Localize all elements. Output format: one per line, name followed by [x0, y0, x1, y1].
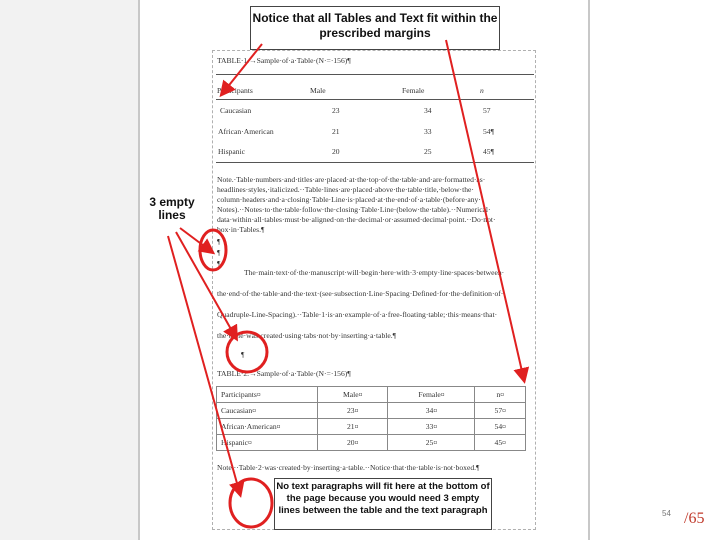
table2-cell: n¤: [475, 387, 526, 403]
table1-row-male: 20: [332, 147, 340, 156]
empty-line-mark: ¶: [217, 259, 221, 268]
table1-row-label: Caucasian: [220, 106, 252, 115]
empty-line-mark: ¶: [217, 237, 221, 246]
table2-cell: 23¤: [318, 403, 388, 419]
table2-cell: 33¤: [388, 419, 475, 435]
table1-row-female: 34: [424, 106, 432, 115]
empty-lines-circle: [230, 479, 272, 527]
table2-cell: Participants¤: [217, 387, 318, 403]
table1-header-n: n: [480, 86, 484, 95]
table1-row-n: 57: [483, 106, 491, 115]
bottom-callout: No text paragraphs will fit here at the bottom of the page because you would need 3 empty lines between the table and the text paragraph: [274, 478, 492, 530]
table1-row-male: 23: [332, 106, 340, 115]
table2-cell: African·American¤: [217, 419, 318, 435]
note-line: headlines·styles,·italicized.··Table·lines·are·placed·above·the·table·title,·below·the·: [217, 185, 474, 194]
table1-header-female: Female: [402, 86, 425, 95]
body-line: the·end·of·the·table·and·the·text·(see·subsection·Line·Spacing·Defined·for·the·definition·of·: [217, 289, 504, 298]
table2-cell: Caucasian¤: [217, 403, 318, 419]
table1-row-female: 25: [424, 147, 432, 156]
body-line: Quadruple-Line-Spacing).··Table·1·is·an·example·of·a·free-floating·table;·this·means·that·: [217, 310, 498, 319]
note-line: Notes).··Notes·to·the·table·follow·the·closing·Table·Line·(below·the·table).··Numerical·: [217, 205, 491, 214]
note-line: box·in·Tables.¶: [217, 225, 265, 234]
table1-row-female: 33: [424, 127, 432, 136]
table2-cell: 34¤: [388, 403, 475, 419]
empty-lines-callout: 3 empty lines: [149, 195, 195, 222]
page-total: /65: [684, 510, 705, 527]
table2-cell: Male¤: [318, 387, 388, 403]
note-line: data·within·all·tables·must·be·aligned·on·the·decimal·or·assumed·decimal·point.··Do·not·: [217, 215, 496, 224]
page-number: 54: [662, 509, 671, 518]
table2-caption: TABLE·2.→Sample·of·a·Table·(N·=·156)¶: [217, 369, 351, 378]
table2-cell: 54¤: [475, 419, 526, 435]
table2-cell: 45¤: [475, 435, 526, 451]
empty-lines-circle: [200, 230, 226, 270]
table2-cell: 25¤: [388, 435, 475, 451]
table1-row-n: 54¶: [483, 127, 495, 136]
body-line: The·main·text·of·the·manuscript·will·begin·here·with·3·empty·line·spaces·between·: [244, 268, 505, 277]
table2-cell: 57¤: [475, 403, 526, 419]
table2-note: Note.··Table·2·was·created·by·inserting·a·table.··Notice·that·the·table·is·not·boxed.¶: [217, 463, 480, 472]
margins-callout: Notice that all Tables and Text fit within the prescribed margins: [250, 6, 500, 50]
body-line: the·table·was·created·using·tabs·not·by·inserting·a·table.¶: [217, 331, 397, 340]
arrow-to-table1: [222, 44, 262, 94]
empty-line-mark: ¶: [217, 248, 221, 257]
table1-row-n: 45¶: [483, 147, 495, 156]
table1-row-label: Hispanic: [218, 147, 245, 156]
arrow-to-margin: [446, 40, 524, 380]
table2-cell: 20¤: [318, 435, 388, 451]
table1-row-label: African·American: [218, 127, 274, 136]
note-line: column·headers·and·a·closing·Table·Line·is·placed·at·the·end·of·a·table·(before·any·: [217, 195, 481, 204]
arrow-to-bottom: [168, 236, 240, 494]
note-line: Note.·Table·numbers·and·titles·are·placed·at·the·top·of·the·table·and·are·formatted·as·: [217, 175, 486, 184]
table1-caption: TABLE·1.→Sample·of·a·Table·(N·=·156)¶: [217, 56, 351, 65]
table2-cell: Female¤: [388, 387, 475, 403]
table1-header-male: Male: [310, 86, 326, 95]
table2-cell: Hispanic¤: [217, 435, 318, 451]
table2-cell: 21¤: [318, 419, 388, 435]
table1-row-male: 21: [332, 127, 340, 136]
table1-header-participants: Participants: [217, 86, 253, 95]
empty-lines-circle: [227, 332, 267, 372]
empty-line-mark: ¶: [241, 350, 245, 359]
